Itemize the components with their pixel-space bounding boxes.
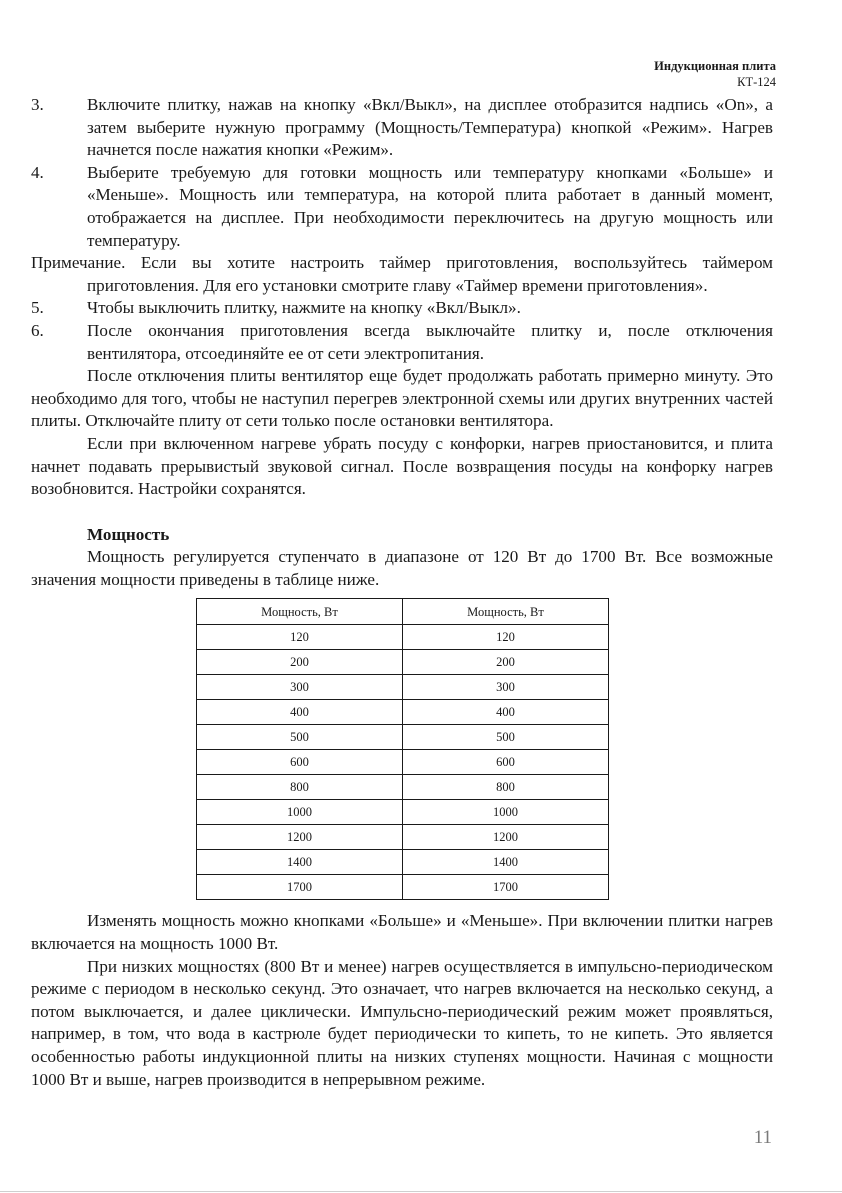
note-paragraph: Примечание. Если вы хотите настроить таймер приготовления, воспользуйтесь таймером приготовления. Для его установки смотрите главу «Таймер времени приготовления». xyxy=(31,253,773,295)
list-item-6 xyxy=(31,320,773,365)
table-cell: 120 xyxy=(403,625,609,650)
table-cell: 600 xyxy=(403,750,609,775)
table-cell: 1700 xyxy=(197,875,403,900)
section-spacer xyxy=(31,501,773,524)
table-cell: 120 xyxy=(197,625,403,650)
table-row xyxy=(197,725,609,750)
list-item-text: Чтобы выключить плитку, нажмите на кнопку «Вкл/Выкл». xyxy=(87,298,521,318)
table-cell: 300 xyxy=(197,675,403,700)
table-row xyxy=(197,850,609,875)
table-cell: 200 xyxy=(403,650,609,675)
list-number: 3. xyxy=(31,95,44,114)
table-cell: 1200 xyxy=(403,825,609,850)
table-cell: 1700 xyxy=(403,875,609,900)
table-cell: 1000 xyxy=(403,800,609,825)
pulse-paragraph: При низких мощностях (800 Вт и менее) нагрев осуществляется в импульсно-периодическом режиме с периодом в несколько секунд. Это означает, что нагрев включается на несколько секунд, а потом выключается, и далее циклически. Импульсно-периодический режим может проявляться, например, в том, что вода в кастрюле будет периодически то кипеть, то не кипеть. Это является особенностью работы индукционной плиты на низких ступенях мощности. Начиная с мощности 1000 Вт и выше, нагрев производится в непрерывном режиме. xyxy=(31,956,773,1089)
power-table xyxy=(196,598,609,900)
power-intro-paragraph: Мощность регулируется ступенчато в диапазоне от 120 Вт до 1700 Вт. Все возможные значения мощности приведены в таблице ниже. xyxy=(31,547,773,589)
column-header: Мощность, Вт xyxy=(403,599,609,625)
list-item-text: Выберите требуемую для готовки мощность или температуру кнопками «Больше» и «Меньше». Мощность или температура, на которой плита работает в данный момент, отображается на дисплее. При необходимости переключитесь на другую мощность или температуру. xyxy=(87,162,773,250)
table-cell: 500 xyxy=(197,725,403,750)
table-cell: 600 xyxy=(197,750,403,775)
table-cell: 1200 xyxy=(197,825,403,850)
buttons-paragraph: Изменять мощность можно кнопками «Больше» и «Меньше». При включении плитки нагрев включается на мощность 1000 Вт. xyxy=(31,911,773,954)
table-header-row xyxy=(197,599,609,625)
table-row xyxy=(197,825,609,850)
list-number: 6. xyxy=(31,320,44,340)
list-item-text: Включите плитку, нажав на кнопку «Вкл/Выкл», на дисплее отобразится надпись «On», а затем выберите нужную программу (Мощность/Температура) кнопкой «Режим». Нагрев начнется после нажатия кнопки «Режим». xyxy=(87,95,773,160)
list-item-4 xyxy=(31,162,773,252)
page-number: 11 xyxy=(753,1127,772,1148)
table-row xyxy=(197,700,609,725)
list-number: 4. xyxy=(31,162,44,182)
table-row xyxy=(197,775,609,800)
column-header: Мощность, Вт xyxy=(197,599,403,625)
running-header xyxy=(654,58,776,90)
list-item-3 xyxy=(31,94,773,162)
table-row xyxy=(197,875,609,900)
table-row xyxy=(197,650,609,675)
pause-paragraph: Если при включенном нагреве убрать посуду с конфорки, нагрев приостановится, и плита начнет подавать прерывистый звуковой сигнал. После возвращения посуды на конфорку нагрев возобновится. Настройки сохранятся. xyxy=(31,433,773,499)
table-cell: 800 xyxy=(197,775,403,800)
table-cell: 400 xyxy=(197,700,403,725)
table-cell: 1000 xyxy=(197,800,403,825)
list-item-text: После окончания приготовления всегда выключайте плитку и, после отключения вентилятора, отсоединяйте ее от сети электропитания. xyxy=(87,320,773,363)
table-cell: 300 xyxy=(403,675,609,700)
page-body xyxy=(31,94,773,1091)
section-title: Мощность xyxy=(87,524,170,544)
table-cell: 1400 xyxy=(403,850,609,875)
table-cell: 500 xyxy=(403,725,609,750)
list-number: 5. xyxy=(31,298,44,318)
table-row xyxy=(197,675,609,700)
table-row xyxy=(197,625,609,650)
fan-paragraph: После отключения плиты вентилятор еще будет продолжать работать примерно минуту. Это необходимо для того, чтобы не наступил перегрев электронной схемы или других внутренних частей плиты. Отключайте плиту от сети только после остановки вентилятора. xyxy=(31,366,773,431)
page-edge-line xyxy=(0,1191,842,1192)
header-product-name: Индукционная плита xyxy=(654,59,776,73)
table-cell: 1400 xyxy=(197,850,403,875)
table-cell: 400 xyxy=(403,700,609,725)
table-row xyxy=(197,750,609,775)
table-body xyxy=(197,625,609,900)
table-cell: 200 xyxy=(197,650,403,675)
table-row xyxy=(197,800,609,825)
list-item-5 xyxy=(31,297,773,320)
table-cell: 800 xyxy=(403,775,609,800)
header-model: КТ-124 xyxy=(737,75,776,89)
